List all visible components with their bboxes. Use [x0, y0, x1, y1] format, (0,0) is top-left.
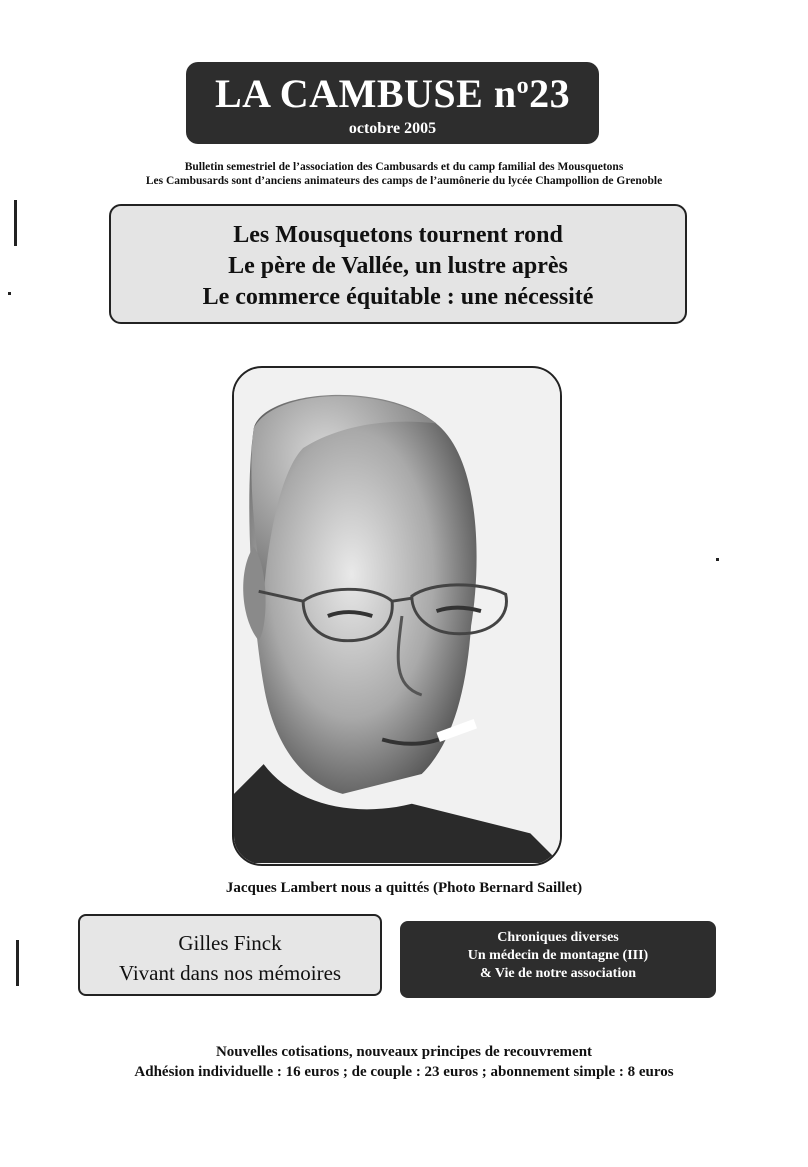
portrait-photo	[232, 366, 562, 866]
chronicles-box	[400, 921, 716, 998]
headlines-box	[109, 204, 687, 324]
subtitle-line-2: Les Cambusards sont d’anciens animateurs des camps de l’aumônerie du lycée Champollion de Grenoble	[145, 175, 663, 187]
chronicles-line-1: Chroniques diverses	[497, 930, 619, 945]
chronicles-line-2: Un médecin de montagne (III)	[467, 948, 649, 963]
tribute-subtitle: Vivant dans nos mémoires	[118, 961, 342, 985]
masthead-superscript: o	[516, 73, 530, 99]
scan-dot	[8, 292, 11, 295]
issue-date: octobre 2005	[348, 120, 437, 137]
subtitle-line-1: Bulletin semestriel de l’association des Cambusards et du camp familial des Mousquetons	[184, 161, 624, 173]
tribute-name: Gilles Finck	[178, 931, 282, 955]
headline-2: Le père de Vallée, un lustre après	[228, 253, 568, 279]
tribute-box	[78, 914, 382, 996]
headline-3: Le commerce équitable : une nécessité	[202, 284, 594, 310]
masthead	[186, 62, 599, 144]
scan-mark-left-bottom	[16, 940, 19, 986]
photo-caption: Jacques Lambert nous a quittés (Photo Bernard Saillet)	[225, 880, 583, 896]
chronicles-line-3: & Vie de notre association	[479, 966, 637, 981]
portrait-illustration	[234, 368, 560, 864]
membership-line-1: Nouvelles cotisations, nouveaux principes de recouvrement	[215, 1044, 593, 1060]
membership-notice	[40, 1042, 768, 1082]
bulletin-subtitle	[60, 160, 748, 188]
issue-number: 23	[529, 71, 571, 116]
headline-1: Les Mousquetons tournent rond	[233, 222, 563, 248]
scan-mark-left-top	[14, 200, 17, 246]
masthead-title: LA CAMBUSE $n^o23$	[214, 71, 571, 116]
scan-dot	[716, 558, 719, 561]
membership-line-2: Adhésion individuelle : 16 euros ; de couple : 23 euros ; abonnement simple : 8 euros	[134, 1064, 674, 1080]
